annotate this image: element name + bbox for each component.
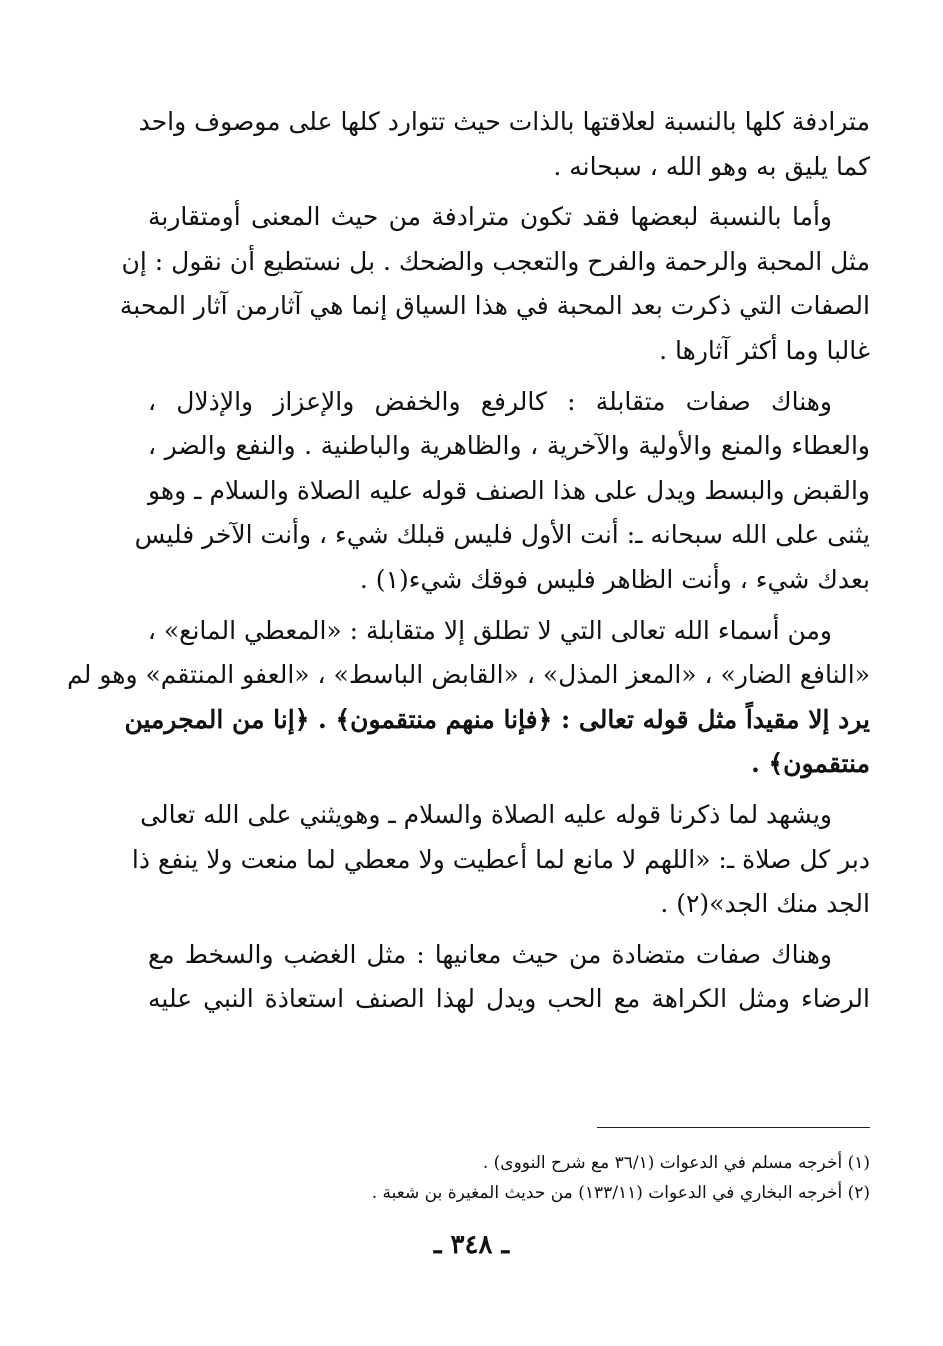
text-line: الجد منك الجد»(٢) . — [660, 889, 870, 919]
text-line: كما يليق به وهو الله ، سبحانه . — [553, 151, 870, 181]
text-line: «النافع الضار» ، «المعز المذل» ، «القابض الباسط» ، «العفو المنتقم» وهو لم — [67, 660, 870, 690]
text-line: يرد إلا مقيداً مثل قوله تعالى : ﴿فإنا منهم منتقمون﴾ . ﴿إنا من المجرمين — [124, 704, 870, 734]
text-line: يثنى على الله سبحانه ـ: أنت الأول فليس قبلك شيء ، وأنت الآخر فليس — [134, 520, 870, 550]
text-line: والقبض والبسط ويدل على هذا الصنف قوله عليه الصلاة والسلام ـ وهو — [148, 475, 870, 505]
text-line: منتقمون﴾ . — [751, 749, 870, 779]
text-line: دبر كل صلاة ـ: «اللهم لا مانع لما أعطيت ولا معطي لما منعت ولا ينفع ذا — [131, 844, 870, 874]
text-line: مثل المحبة والرحمة والفرح والتعجب والضحك . بل نستطيع أن نقول : إن — [121, 246, 870, 276]
text-line: مترادفة كلها بالنسبة لعلاقتها بالذات حيث تتوارد كلها على موصوف واحد — [138, 107, 870, 136]
footnote-separator — [597, 1127, 870, 1128]
text-line: الصفات التي ذكرت بعد المحبة في هذا السياق إنما هي آثارمن آثار المحبة — [119, 291, 870, 321]
paragraph-6 — [148, 933, 870, 1022]
paragraph-2 — [119, 195, 870, 373]
page-number: ـ ٣٤٨ ـ — [433, 1230, 510, 1260]
text-line: والعطاء والمنع والأولية والآخرية ، والظاهرية والباطنية . والنفع والضر ، — [148, 431, 870, 461]
text-line: ويشهد لما ذكرنا قوله عليه الصلاة والسلام ـ وهويثني على الله تعالى — [140, 799, 832, 829]
text-line: غالبا وما أكثر آثارها . — [659, 335, 870, 365]
footnote-2: (٢) أخرجه البخاري في الدعوات (١٣٣/١١) من حديث المغيرة بن شعبة . — [371, 1183, 870, 1203]
paragraph-3 — [134, 380, 870, 603]
main-text — [67, 100, 870, 1022]
text-line: وهناك صفات متضادة من حيث معانيها : مثل الغضب والسخط مع — [148, 939, 832, 969]
footnote-1: (١) أخرجه مسلم في الدعوات (٣٦/١ مع شرح النووى) . — [482, 1153, 870, 1173]
text-line: وهناك صفات متقابلة : كالرفع والخفض والإعزاز والإذلال ، — [148, 386, 832, 416]
paragraph-1 — [138, 100, 870, 189]
footnotes — [148, 1148, 870, 1208]
paragraph-5 — [131, 793, 870, 927]
text-line: وأما بالنسبة لبعضها فقد تكون مترادفة من حيث المعنى أومتقاربة — [148, 202, 832, 232]
text-line: ومن أسماء الله تعالى التي لا تطلق إلا متقابلة : «المعطي المانع» ، — [147, 615, 832, 645]
text-line: بعدك شيء ، وأنت الظاهر فليس فوقك شيء(١) . — [359, 564, 870, 594]
text-line: الرضاء ومثل الكراهة مع الحب ويدل لهذا الصنف استعاذة النبي عليه — [148, 984, 870, 1014]
paragraph-4 — [67, 609, 870, 787]
